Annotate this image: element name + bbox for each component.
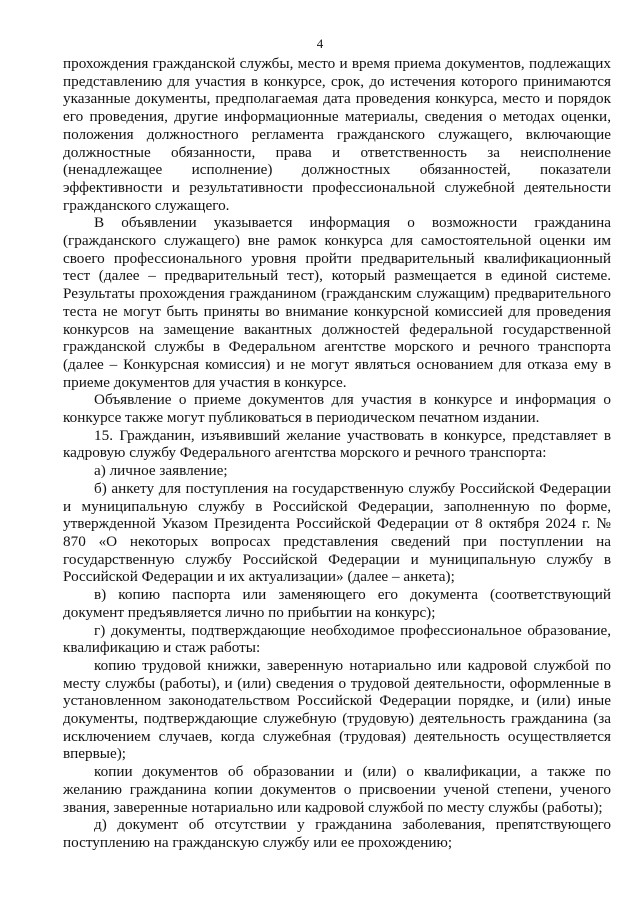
- list-item-d: д) документ об отсутствии у гражданина заболевания, препятствующего поступлению на гражданскую службу или ее прохождению;: [63, 816, 611, 851]
- sub-item-work-record: копию трудовой книжки, заверенную нотариально или кадровой службой по месту службы (работы), и (или) сведения о трудовой деятельности, оформленные в установленном законодательством Российской Федерации порядке, и (или) иные документы, подтверждающие служебную (трудовую) деятельность гражданина (за исключением случаев, когда служебная (трудовая) деятельность осуществляется впервые);: [63, 656, 611, 763]
- sub-item-education-docs: копии документов об образовании и (или) о квалификации, а также по желанию гражданина копии документов о присвоении ученой степени, ученого звания, заверенные нотариально или кадровой службой по месту службы (работы);: [63, 763, 611, 816]
- list-item-v: в) копию паспорта или заменяющего его документа (соответствующий документ предъявляется лично по прибытии на конкурс);: [63, 586, 611, 621]
- list-item-a: а) личное заявление;: [94, 462, 228, 480]
- document-body: [63, 55, 611, 852]
- paragraph-item-15: 15. Гражданин, изъявивший желание участвовать в конкурсе, представляет в кадровую службу Федерального агентства морского и речного транспорта:: [63, 426, 611, 462]
- page-number: 4: [316, 36, 324, 51]
- list-item-g: г) документы, подтверждающие необходимое профессиональное образование, квалификацию и стаж работы:: [63, 621, 611, 657]
- paragraph-announcement-contents: прохождения гражданской службы, место и время приема документов, подлежащих представлению для участия в конкурсе, срок, до истечения которого принимаются указанные документы, предполагаемая дата проведения конкурса, место и порядок его проведения, другие информационные материалы, сведения о методах оценки, положения должностного регламента гражданского служащего, включающие должностные обязанности, права и ответственность за неисполнение (ненадлежащее исполнение) должностных обязанностей, показатели эффективности и результативности профессиональной служебной деятельности гражданского служащего.: [63, 55, 611, 214]
- paragraph-preliminary-test: В объявлении указывается информация о возможности гражданина (гражданского служащего) вне рамок конкурса для самостоятельной оценки им своего профессионального уровня пройти предварительный квалификационный тест (далее – предварительный тест), который размещается в единой системе. Результаты прохождения гражданином (гражданским служащим) предварительного теста не могут быть приняты во внимание конкурсной комиссией для проведения конкурсов на замещение вакантных должностей федеральной государственной гражданской службы в Федеральном агентстве морского и речного транспорта (далее – Конкурсная комиссия) и не могут являться основанием для отказа ему в приеме документов для участия в конкурсе.: [63, 214, 611, 391]
- paragraph-periodical-publication: Объявление о приеме документов для участия в конкурсе и информация о конкурсе также могут публиковаться в периодическом печатном издании.: [63, 391, 611, 427]
- list-item-b: б) анкету для поступления на государственную службу Российской Федерации и муниципальную службу в Российской Федерации, заполненную по форме, утвержденной Указом Президента Российской Федерации от 8 октября 2024 г. № 870 «О некоторых вопросах представления сведений при поступлении на государственную службу Российской Федерации и муниципальную службу в Российской Федерации и их актуализации» (далее – анкета);: [63, 479, 611, 586]
